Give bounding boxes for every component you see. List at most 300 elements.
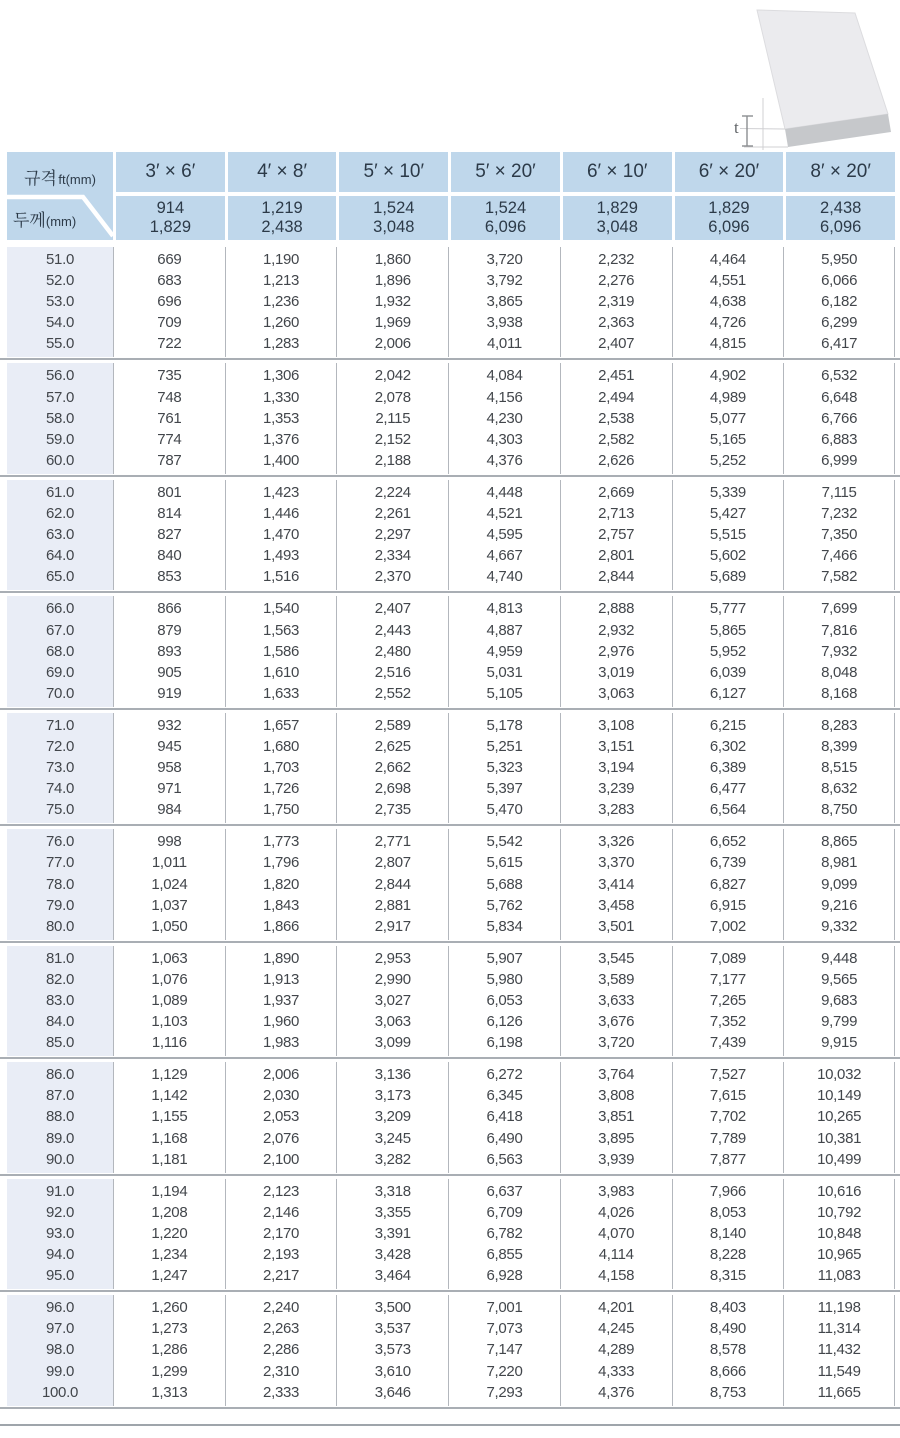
weight-value: 8,399 (821, 737, 858, 755)
weight-value: 2,006 (263, 1066, 300, 1084)
weight-value: 2,333 (263, 1383, 300, 1401)
weight-value: 6,637 (486, 1182, 523, 1200)
thickness-value: 72.0 (46, 737, 74, 755)
weight-value: 4,201 (598, 1299, 635, 1317)
weight-column (783, 247, 895, 357)
weight-value: 3,676 (598, 1013, 635, 1031)
weight-value: 6,389 (709, 759, 746, 777)
weight-column (448, 1179, 560, 1289)
weight-value: 7,877 (709, 1150, 746, 1168)
thickness-value: 67.0 (46, 621, 74, 639)
weight-value: 6,883 (821, 430, 858, 448)
thickness-value: 54.0 (46, 314, 74, 332)
thickness-unit-text: (mm) (45, 214, 77, 229)
block-separator (0, 590, 900, 596)
table-body (0, 247, 900, 1412)
weight-value: 7,265 (709, 992, 746, 1009)
weight-value: 2,662 (374, 759, 411, 777)
weight-value: 1,890 (263, 949, 300, 967)
thickness-value: 64.0 (46, 547, 74, 565)
weight-block (7, 1179, 895, 1289)
weight-value: 3,808 (598, 1087, 635, 1105)
weight-value: 3,501 (598, 917, 635, 935)
weight-column (113, 1062, 225, 1172)
weight-value: 1,657 (263, 716, 300, 734)
thickness-value: 62.0 (46, 505, 74, 523)
weight-value: 1,866 (263, 917, 300, 935)
weight-value: 1,633 (263, 684, 300, 702)
weight-value: 6,652 (709, 833, 746, 851)
weight-value: 1,024 (151, 875, 188, 893)
weight-value: 8,140 (709, 1224, 746, 1242)
weight-value: 7,147 (486, 1341, 523, 1359)
weight-value: 879 (157, 621, 182, 639)
weight-value: 1,190 (263, 251, 300, 268)
weight-value: 5,834 (486, 917, 523, 935)
weight-value: 3,633 (598, 992, 635, 1009)
weight-value: 5,339 (709, 483, 746, 501)
weight-value: 5,980 (486, 970, 523, 988)
weight-column (336, 596, 448, 706)
weight-value: 4,289 (598, 1341, 635, 1359)
weight-value: 1,353 (263, 409, 300, 427)
weight-value: 2,240 (263, 1299, 300, 1317)
header-size-cell: 5′ × 10′ (339, 152, 448, 192)
weight-value: 1,586 (263, 642, 300, 660)
weight-value: 3,720 (598, 1034, 635, 1052)
weight-column (336, 480, 448, 590)
weight-value: 5,542 (486, 833, 523, 851)
weight-value: 4,303 (486, 430, 523, 448)
weight-column (560, 1062, 672, 1172)
weight-block (7, 829, 895, 939)
weight-column (336, 1179, 448, 1289)
weight-value: 7,232 (821, 505, 858, 523)
weight-value: 2,115 (375, 409, 411, 427)
weight-value: 8,315 (709, 1267, 746, 1285)
weight-column (560, 596, 672, 706)
weight-value: 4,156 (486, 388, 523, 406)
weight-value: 669 (157, 251, 182, 268)
weight-value: 3,282 (374, 1150, 411, 1168)
weight-value: 1,493 (263, 547, 300, 565)
weight-value: 8,750 (821, 801, 858, 819)
weight-value: 10,499 (817, 1150, 862, 1168)
weight-value: 5,165 (709, 430, 746, 448)
weight-value: 11,083 (817, 1267, 861, 1285)
weight-block (7, 1295, 895, 1405)
weight-value: 9,099 (821, 875, 858, 893)
thickness-value: 66.0 (46, 600, 74, 618)
weight-value: 9,683 (821, 992, 858, 1009)
weight-column (448, 829, 560, 939)
weight-value: 1,236 (263, 293, 300, 311)
weight-value: 6,302 (709, 737, 746, 755)
header-mm-length: 6,096 (484, 218, 527, 236)
weight-value: 3,573 (374, 1341, 411, 1359)
weight-value: 1,516 (263, 568, 300, 586)
weight-value: 11,549 (817, 1362, 861, 1380)
thickness-value: 52.0 (46, 272, 74, 290)
weight-column (672, 1295, 784, 1405)
weight-value: 8,053 (709, 1203, 746, 1221)
weight-value: 2,735 (374, 801, 411, 819)
block-separator (0, 1173, 900, 1179)
weight-column (783, 596, 895, 706)
thickness-column (7, 946, 113, 1056)
weight-column (336, 1295, 448, 1405)
weight-value: 7,220 (486, 1362, 523, 1380)
header-column (563, 152, 672, 240)
weight-value: 2,932 (598, 621, 635, 639)
thickness-value: 94.0 (46, 1246, 74, 1264)
weight-value: 10,848 (817, 1224, 862, 1242)
weight-column (225, 247, 337, 357)
weight-value: 7,816 (821, 621, 858, 639)
weight-column (336, 363, 448, 473)
thickness-value: 85.0 (46, 1034, 74, 1052)
weight-value: 8,753 (709, 1383, 746, 1401)
weight-value: 1,063 (151, 949, 188, 967)
weight-value: 3,283 (598, 801, 635, 819)
weight-value: 4,070 (598, 1224, 635, 1242)
weight-column (113, 1295, 225, 1405)
weight-column (113, 1179, 225, 1289)
weight-column (225, 713, 337, 823)
weight-value: 2,319 (598, 293, 635, 311)
weight-value: 2,170 (263, 1224, 300, 1242)
weight-value: 1,913 (263, 970, 300, 988)
weight-value: 1,037 (151, 896, 188, 914)
weight-value: 8,048 (821, 663, 858, 681)
weight-value: 4,815 (709, 335, 746, 353)
header-size-cell: 8′ × 20′ (786, 152, 895, 192)
weight-value: 9,448 (821, 949, 858, 967)
thickness-value: 86.0 (46, 1066, 74, 1084)
weight-value: 8,490 (709, 1320, 746, 1338)
header-mm-width: 1,219 (261, 199, 303, 217)
weight-column (783, 1179, 895, 1289)
thickness-value: 68.0 (46, 642, 74, 660)
weight-value: 1,129 (151, 1066, 188, 1084)
thickness-value: 56.0 (46, 367, 74, 385)
weight-value: 2,917 (374, 917, 411, 935)
block-separator (0, 1289, 900, 1295)
weight-value: 1,286 (151, 1341, 188, 1359)
weight-column (560, 247, 672, 357)
header-size-cell: 6′ × 10′ (563, 152, 672, 192)
weight-value: 3,792 (486, 272, 523, 290)
header-column (451, 152, 560, 240)
weight-value: 6,766 (821, 409, 858, 427)
weight-value: 5,689 (709, 568, 746, 586)
thickness-column (7, 596, 113, 706)
thickness-column (7, 1062, 113, 1172)
weight-value: 1,194 (151, 1182, 188, 1200)
weight-value: 1,299 (151, 1362, 188, 1380)
weight-value: 6,564 (709, 801, 746, 819)
weight-value: 3,194 (598, 759, 635, 777)
header-mm-cell (675, 196, 784, 240)
weight-column (783, 946, 895, 1056)
weight-value: 4,638 (709, 293, 746, 311)
weight-value: 801 (157, 483, 182, 501)
thickness-value: 99.0 (46, 1362, 74, 1380)
weight-value: 5,251 (486, 737, 523, 755)
weight-value: 2,006 (374, 335, 411, 353)
weight-value: 2,100 (263, 1150, 300, 1168)
weight-value: 8,632 (821, 780, 858, 798)
thickness-value: 73.0 (46, 759, 74, 777)
weight-value: 3,063 (374, 1013, 411, 1031)
weight-value: 1,273 (151, 1320, 188, 1338)
weight-value: 1,703 (263, 759, 300, 777)
weight-value: 4,011 (487, 335, 522, 353)
weight-value: 5,688 (486, 875, 523, 893)
weight-value: 4,521 (486, 505, 523, 523)
weight-value: 7,932 (821, 642, 858, 660)
weight-value: 2,976 (598, 642, 635, 660)
header-mm-length: 3,048 (373, 218, 415, 236)
weight-value: 5,427 (709, 505, 746, 523)
weight-column (560, 480, 672, 590)
header-size-cell: 4′ × 8′ (228, 152, 337, 192)
thickness-column (7, 713, 113, 823)
header-mm-length: 1,829 (149, 218, 191, 236)
weight-value: 1,330 (263, 388, 300, 406)
thickness-column (7, 363, 113, 473)
weight-column (448, 247, 560, 357)
weight-value: 905 (157, 663, 182, 681)
weight-value: 1,376 (263, 430, 300, 448)
weight-value: 1,563 (263, 621, 300, 639)
weight-value: 2,552 (374, 684, 411, 702)
weight-column (225, 480, 337, 590)
weight-value: 2,123 (263, 1182, 300, 1200)
weight-value: 10,032 (817, 1066, 862, 1084)
thickness-dimension-label: t (734, 118, 739, 137)
weight-value: 2,771 (374, 833, 411, 851)
thickness-column (7, 829, 113, 939)
thickness-column (7, 480, 113, 590)
weight-column (672, 363, 784, 473)
weight-value: 2,030 (263, 1087, 300, 1105)
weight-value: 1,423 (263, 483, 300, 501)
weight-value: 2,757 (598, 526, 635, 544)
weight-value: 6,532 (821, 367, 858, 385)
weight-value: 866 (157, 600, 182, 618)
weight-value: 2,480 (374, 642, 411, 660)
weight-value: 1,260 (151, 1299, 188, 1317)
weight-column (672, 829, 784, 939)
header-mm-width: 1,524 (484, 199, 527, 217)
weight-value: 3,326 (598, 833, 635, 851)
weight-value: 787 (157, 451, 182, 469)
weight-value: 1,168 (151, 1129, 188, 1147)
weight-value: 2,844 (374, 875, 411, 893)
weight-value: 8,168 (821, 684, 858, 702)
weight-value: 7,177 (709, 970, 746, 988)
weight-value: 7,001 (486, 1299, 523, 1317)
weight-value: 1,283 (263, 335, 300, 353)
weight-value: 1,234 (151, 1246, 188, 1264)
thickness-value: 70.0 (46, 684, 74, 702)
weight-value: 6,782 (486, 1224, 523, 1242)
weight-value: 1,896 (374, 272, 411, 290)
header-column (116, 152, 225, 240)
thickness-value: 87.0 (46, 1087, 74, 1105)
spec-unit-text: ft(mm) (58, 172, 96, 187)
weight-column (783, 480, 895, 590)
weight-value: 1,313 (151, 1383, 188, 1401)
weight-value: 5,252 (709, 451, 746, 469)
thickness-value: 53.0 (46, 293, 74, 311)
weight-value: 3,720 (486, 251, 523, 268)
weight-value: 761 (157, 409, 182, 427)
weight-column (336, 1062, 448, 1172)
weight-value: 1,116 (151, 1034, 187, 1052)
weight-value: 5,077 (709, 409, 746, 427)
weight-column (783, 363, 895, 473)
plate-weight-table (0, 152, 900, 1426)
header-size-cell: 5′ × 20′ (451, 152, 560, 192)
weight-value: 4,959 (486, 642, 523, 660)
weight-value: 919 (157, 684, 182, 702)
spec-label-text: 규격 (24, 169, 57, 188)
thickness-value: 51.0 (46, 251, 74, 268)
weight-value: 3,895 (598, 1129, 635, 1147)
weight-value: 827 (157, 526, 182, 544)
weight-value: 2,443 (374, 621, 411, 639)
weight-value: 3,545 (598, 949, 635, 967)
weight-value: 2,370 (374, 568, 411, 586)
weight-column (336, 829, 448, 939)
weight-value: 1,247 (151, 1267, 188, 1285)
weight-value: 1,400 (263, 451, 300, 469)
weight-value: 7,089 (709, 949, 746, 967)
weight-value: 2,310 (263, 1362, 300, 1380)
weight-column (448, 1062, 560, 1172)
weight-value: 7,350 (821, 526, 858, 544)
block-separator (0, 357, 900, 363)
weight-value: 6,039 (709, 663, 746, 681)
weight-value: 7,582 (821, 568, 858, 586)
weight-value: 8,666 (709, 1362, 746, 1380)
weight-value: 1,220 (151, 1224, 188, 1242)
weight-value: 3,851 (598, 1108, 635, 1126)
header-mm-cell (339, 196, 448, 240)
weight-value: 5,762 (486, 896, 523, 914)
weight-value: 2,407 (374, 600, 411, 618)
weight-value: 6,418 (486, 1108, 523, 1126)
thickness-value: 57.0 (46, 388, 74, 406)
weight-value: 1,540 (263, 600, 300, 618)
weight-value: 5,031 (486, 663, 523, 681)
weight-value: 7,966 (709, 1182, 746, 1200)
header-column (675, 152, 784, 240)
header-mm-cell (451, 196, 560, 240)
weight-value: 6,490 (486, 1129, 523, 1147)
weight-value: 5,397 (486, 780, 523, 798)
weight-value: 10,381 (817, 1129, 862, 1147)
weight-value: 1,680 (263, 737, 300, 755)
weight-value: 2,261 (374, 505, 411, 523)
weight-value: 3,209 (374, 1108, 411, 1126)
thickness-value: 71.0 (46, 716, 74, 734)
block-separator (0, 1056, 900, 1062)
weight-value: 7,439 (709, 1034, 746, 1052)
weight-value: 840 (157, 547, 182, 565)
weight-value: 6,827 (709, 875, 746, 893)
header-mm-cell (563, 196, 672, 240)
weight-block (7, 596, 895, 706)
weight-value: 7,073 (486, 1320, 523, 1338)
weight-value: 2,990 (374, 970, 411, 988)
header-size-cell: 3′ × 6′ (116, 152, 225, 192)
weight-block (7, 713, 895, 823)
header-column (339, 152, 448, 240)
weight-value: 2,801 (598, 547, 635, 565)
weight-value: 6,739 (709, 854, 746, 872)
thickness-column (7, 1295, 113, 1405)
weight-value: 1,960 (263, 1013, 300, 1031)
weight-value: 3,865 (486, 293, 523, 311)
weight-column (225, 596, 337, 706)
weight-value: 7,293 (486, 1383, 523, 1401)
weight-value: 3,063 (598, 684, 635, 702)
weight-value: 748 (157, 388, 182, 406)
table-bottom-rule (0, 1424, 900, 1426)
weight-column (113, 363, 225, 473)
weight-value: 2,152 (374, 430, 411, 448)
weight-column (672, 596, 784, 706)
thickness-value: 84.0 (46, 1013, 74, 1031)
thickness-value: 100.0 (41, 1383, 79, 1401)
thickness-value: 69.0 (46, 663, 74, 681)
weight-value: 2,888 (598, 600, 635, 618)
weight-value: 1,820 (263, 875, 300, 893)
weight-column (448, 1295, 560, 1405)
thickness-value: 90.0 (46, 1150, 74, 1168)
weight-block (7, 480, 895, 590)
weight-value: 2,363 (598, 314, 635, 332)
weight-column (783, 1295, 895, 1405)
header-mm-cell (228, 196, 337, 240)
weight-value: 4,026 (598, 1203, 635, 1221)
thickness-value: 58.0 (46, 409, 74, 427)
weight-value: 4,887 (486, 621, 523, 639)
weight-value: 8,228 (709, 1246, 746, 1264)
weight-value: 6,126 (486, 1013, 523, 1031)
header-columns (116, 152, 895, 240)
weight-value: 2,193 (263, 1246, 300, 1264)
thickness-value: 92.0 (46, 1203, 74, 1221)
weight-value: 11,314 (817, 1320, 861, 1338)
weight-value: 6,066 (821, 272, 858, 290)
weight-value: 3,239 (598, 780, 635, 798)
block-separator (0, 707, 900, 713)
weight-value: 9,565 (821, 970, 858, 988)
weight-value: 6,928 (486, 1267, 523, 1285)
header-column (228, 152, 337, 240)
weight-value: 5,950 (821, 251, 858, 268)
thickness-value: 97.0 (46, 1320, 74, 1338)
header-mm-width: 1,829 (708, 199, 750, 217)
thickness-value: 91.0 (46, 1182, 74, 1200)
weight-value: 853 (157, 568, 182, 586)
weight-value: 1,610 (263, 663, 300, 681)
header-mm-length: 3,048 (596, 218, 638, 236)
